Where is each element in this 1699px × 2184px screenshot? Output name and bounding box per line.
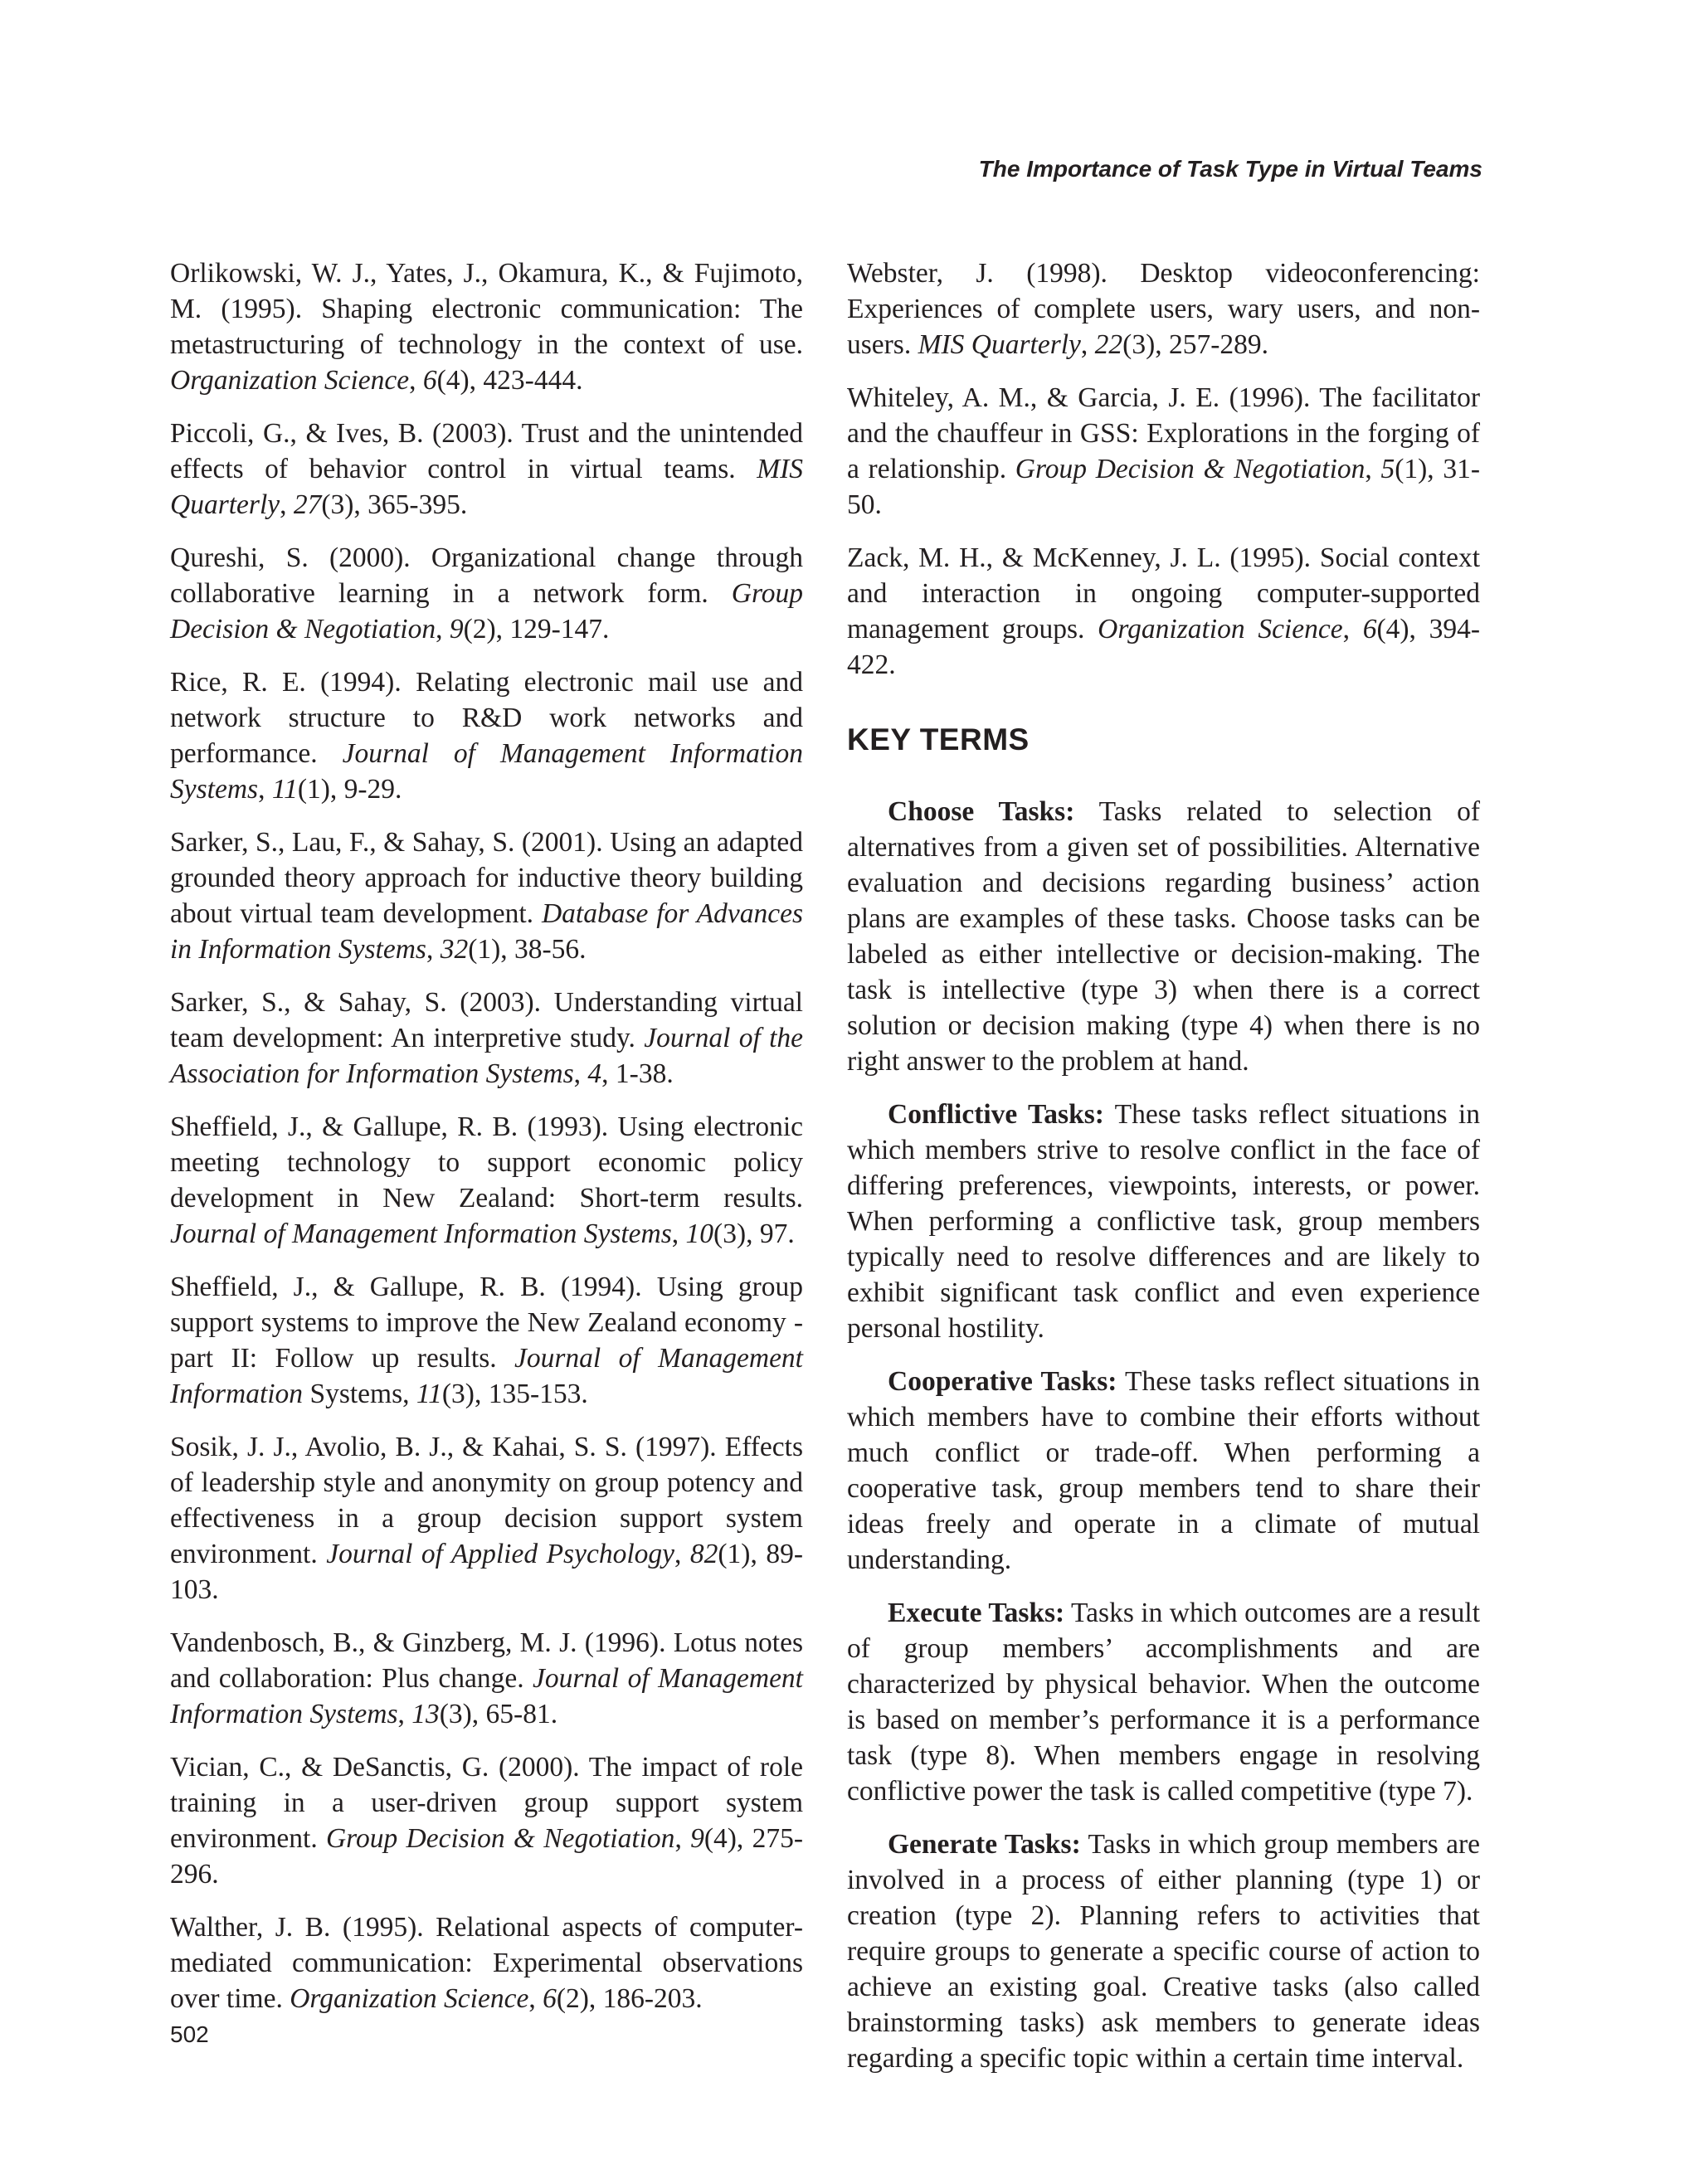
reference-text: Sarker, S., & Sahay, S. (2003). Understanding virtual team development: An interpretive study. bbox=[170, 987, 803, 1053]
reference-volume: 82 bbox=[689, 1539, 718, 1569]
reference-journal: Journal of Applied Psychology bbox=[326, 1539, 675, 1569]
reference-text: Orlikowski, W. J., Yates, J., Okamura, K., & Fujimoto, M. (1995). Shaping electronic communication: The metastructuring of technology in the context of use. bbox=[170, 258, 803, 360]
reference-text: Webster, J. (1998). Desktop videoconferencing: Experiences of complete users, wary users, and non-users. bbox=[847, 258, 1480, 360]
reference-entry bbox=[847, 540, 1480, 683]
reference-separator: , bbox=[397, 1699, 412, 1729]
reference-entry bbox=[170, 1749, 803, 1892]
page-number: 502 bbox=[170, 2021, 209, 2047]
reference-pages: (1), 9-29. bbox=[297, 774, 402, 805]
reference-text: Whiteley, A. M., & Garcia, J. E. (1996). The facilitator and the chauffeur in GSS: Explorations in the forging of a relationship. bbox=[847, 382, 1480, 484]
reference-journal: Group Decision & Negotiation bbox=[1015, 454, 1366, 484]
key-term-name: Cooperative Tasks: bbox=[888, 1366, 1117, 1397]
reference-journal: Journal of the Association for Information Systems bbox=[170, 1023, 803, 1089]
key-term-definition: These tasks reflect situations in which members have to combine their efforts without much conflict or trade-off. When performing a cooperative task, group members tend to share their ideas freely and operate in a climate of mutual understanding. bbox=[847, 1366, 1480, 1575]
reference-separator: , bbox=[1342, 614, 1363, 644]
reference-separator: , bbox=[674, 1823, 691, 1854]
reference-volume: 32 bbox=[440, 934, 469, 965]
reference-entry bbox=[170, 255, 803, 398]
reference-text: Rice, R. E. (1994). Relating electronic mail use and network structure to R&D work networks and performance. bbox=[170, 667, 803, 769]
reference-entry bbox=[847, 380, 1480, 523]
reference-pages: (3), 65-81. bbox=[439, 1699, 558, 1729]
key-term-entry bbox=[847, 1826, 1480, 2076]
left-column bbox=[170, 255, 803, 2034]
reference-journal: MIS Quarterly bbox=[918, 329, 1081, 360]
reference-entry bbox=[847, 255, 1480, 362]
key-term-entry bbox=[847, 794, 1480, 1079]
reference-pages: (1), 38-56. bbox=[468, 934, 587, 965]
key-term-name: Conflictive Tasks: bbox=[888, 1099, 1104, 1130]
reference-entry bbox=[170, 540, 803, 647]
reference-volume: 27 bbox=[293, 489, 322, 520]
reference-text: Piccoli, G., & Ives, B. (2003). Trust and the unintended effects of behavior control in virtual teams. bbox=[170, 418, 803, 484]
reference-pages: (3), 365-395. bbox=[321, 489, 468, 520]
right-column bbox=[847, 255, 1480, 2094]
reference-pages: (3), 135-153. bbox=[441, 1379, 588, 1409]
reference-pages: (1), 31-50. bbox=[847, 454, 1480, 520]
reference-journal: Group Decision & Negotiation bbox=[170, 578, 803, 644]
reference-separator: , bbox=[409, 365, 423, 396]
reference-journal: Organization Science bbox=[170, 365, 410, 396]
reference-pages: (4), 423-444. bbox=[436, 365, 583, 396]
reference-journal: Organization Science bbox=[290, 1983, 529, 2014]
reference-entry bbox=[170, 985, 803, 1092]
reference-pages: (2), 186-203. bbox=[556, 1983, 703, 2014]
reference-volume: 6 bbox=[543, 1983, 557, 2014]
reference-journal: Journal of Management Information Systems bbox=[170, 1218, 672, 1249]
reference-volume: 4 bbox=[587, 1058, 602, 1089]
reference-journal: Journal of Management Information Systems bbox=[170, 1663, 803, 1729]
reference-text: Walther, J. B. (1995). Relational aspects of computer-mediated communication: Experimental observations over time. bbox=[170, 1912, 803, 2014]
reference-entry bbox=[170, 824, 803, 967]
reference-volume: 6 bbox=[1362, 614, 1377, 644]
reference-separator: , bbox=[528, 1983, 543, 2014]
reference-pages: (4), 394-422. bbox=[847, 614, 1481, 680]
reference-entry bbox=[170, 664, 803, 807]
reference-text: Sarker, S., Lau, F., & Sahay, S. (2001). Using an adapted grounded theory approach for inductive theory building about virtual team development. bbox=[170, 827, 803, 929]
reference-text: Vandenbosch, B., & Ginzberg, M. J. (1996). Lotus notes and collaboration: Plus change. bbox=[170, 1627, 803, 1694]
reference-journal: Journal of Management Information bbox=[170, 1343, 803, 1409]
reference-journal: Database for Advances in Information Systems bbox=[170, 898, 803, 965]
reference-volume: 9 bbox=[690, 1823, 704, 1854]
reference-separator: , bbox=[280, 489, 294, 520]
reference-list bbox=[847, 255, 1480, 683]
reference-journal: Group Decision & Negotiation bbox=[325, 1823, 675, 1854]
reference-journal: Journal of Management Information Systems bbox=[170, 738, 803, 805]
reference-text: Sheffield, J., & Gallupe, R. B. (1994). Using group support systems to improve the New Zealand economy - part II: Follow up results. bbox=[170, 1272, 803, 1374]
reference-pages: (3), 97. bbox=[713, 1218, 795, 1249]
reference-pages: (4), 275-296. bbox=[170, 1823, 803, 1890]
reference-volume: 11 bbox=[416, 1379, 442, 1409]
reference-separator: Systems, bbox=[303, 1379, 416, 1409]
reference-pages: (3), 257-289. bbox=[1122, 329, 1269, 360]
reference-text: Qureshi, S. (2000). Organizational change through collaborative learning in a network form. bbox=[170, 542, 803, 609]
key-term-entry bbox=[847, 1097, 1480, 1346]
reference-pages: (2), 129-147. bbox=[463, 614, 610, 644]
reference-text: Sheffield, J., & Gallupe, R. B. (1993). Using electronic meeting technology to support economic policy development in New Zealand: Short-term results. bbox=[170, 1111, 803, 1214]
reference-volume: 6 bbox=[422, 365, 437, 396]
key-term-entry bbox=[847, 1595, 1480, 1809]
key-term-definition: These tasks reflect situations in which members strive to resolve conflict in the face of differing preferences, viewpoints, interests, or power. When performing a conflictive task, group members typically need to resolve differences and are likely to exhibit significant task conflict and even experience personal hostility. bbox=[847, 1099, 1480, 1344]
reference-separator: , bbox=[671, 1218, 686, 1249]
key-term-definition: Tasks in which outcomes are a result of group members’ accomplishments and are characterized by physical behavior. When the outcome is based on member’s performance it is a performance task (type 8). When members engage in resolving conflictive power the task is called competitive (type 7). bbox=[847, 1598, 1480, 1807]
key-terms-list bbox=[847, 794, 1480, 2076]
reference-separator: , bbox=[1080, 329, 1095, 360]
reference-separator: , bbox=[426, 934, 441, 965]
reference-entry bbox=[170, 1429, 803, 1608]
key-term-name: Generate Tasks: bbox=[888, 1829, 1081, 1860]
key-term-definition: Tasks in which group members are involved in a process of either planning (type 1) or creation (type 2). Planning refers to activities that require groups to generate a specific course of action to achieve an existing goal. Creative tasks (also called brainstorming tasks) ask members to generate ideas regarding a specific topic within a certain time interval. bbox=[847, 1829, 1480, 2074]
reference-separator: , bbox=[436, 614, 450, 644]
reference-entry bbox=[170, 1109, 803, 1252]
reference-separator: , bbox=[573, 1058, 588, 1089]
reference-journal: MIS Quarterly bbox=[170, 454, 803, 520]
reference-text: Zack, M. H., & McKenney, J. L. (1995). Social context and interaction in ongoing computer-supported management groups. bbox=[847, 542, 1480, 644]
reference-journal: Organization Science bbox=[1098, 614, 1343, 644]
reference-pages: (1), 89-103. bbox=[170, 1539, 804, 1605]
reference-entry bbox=[170, 1625, 803, 1732]
reference-text: Vician, C., & DeSanctis, G. (2000). The impact of role training in a user-driven group support system environment. bbox=[170, 1752, 803, 1854]
key-term-definition: Tasks related to selection of alternatives from a given set of possibilities. Alternative evaluation and decisions regarding business’ action plans are examples of these tasks. Choose tasks can be labeled as either intellective or decision-making. The task is intellective (type 3) when there is a correct solution or decision making (type 4) when there is no right answer to the problem at hand. bbox=[847, 796, 1480, 1077]
key-term-name: Choose Tasks: bbox=[888, 796, 1075, 827]
key-terms-heading: KEY TERMS bbox=[847, 722, 1030, 756]
reference-volume: 13 bbox=[411, 1699, 440, 1729]
reference-volume: 9 bbox=[449, 614, 464, 644]
reference-entry bbox=[170, 416, 803, 523]
running-header: The Importance of Task Type in Virtual Teams bbox=[978, 156, 1482, 182]
reference-entry bbox=[170, 1909, 803, 2016]
reference-text: Sosik, J. J., Avolio, B. J., & Kahai, S. S. (1997). Effects of leadership style and anonymity on group potency and effectiveness in a group decision support system environment. bbox=[170, 1432, 803, 1569]
reference-separator: , bbox=[674, 1539, 690, 1569]
reference-volume: 10 bbox=[685, 1218, 714, 1249]
reference-pages: , 1-38. bbox=[601, 1058, 674, 1089]
reference-volume: 11 bbox=[271, 774, 298, 805]
reference-entry bbox=[170, 1269, 803, 1412]
reference-volume: 22 bbox=[1094, 329, 1123, 360]
reference-separator: , bbox=[258, 774, 272, 805]
reference-separator: , bbox=[1365, 454, 1381, 484]
reference-volume: 5 bbox=[1380, 454, 1395, 484]
key-term-entry bbox=[847, 1364, 1480, 1578]
key-term-name: Execute Tasks: bbox=[888, 1598, 1065, 1628]
